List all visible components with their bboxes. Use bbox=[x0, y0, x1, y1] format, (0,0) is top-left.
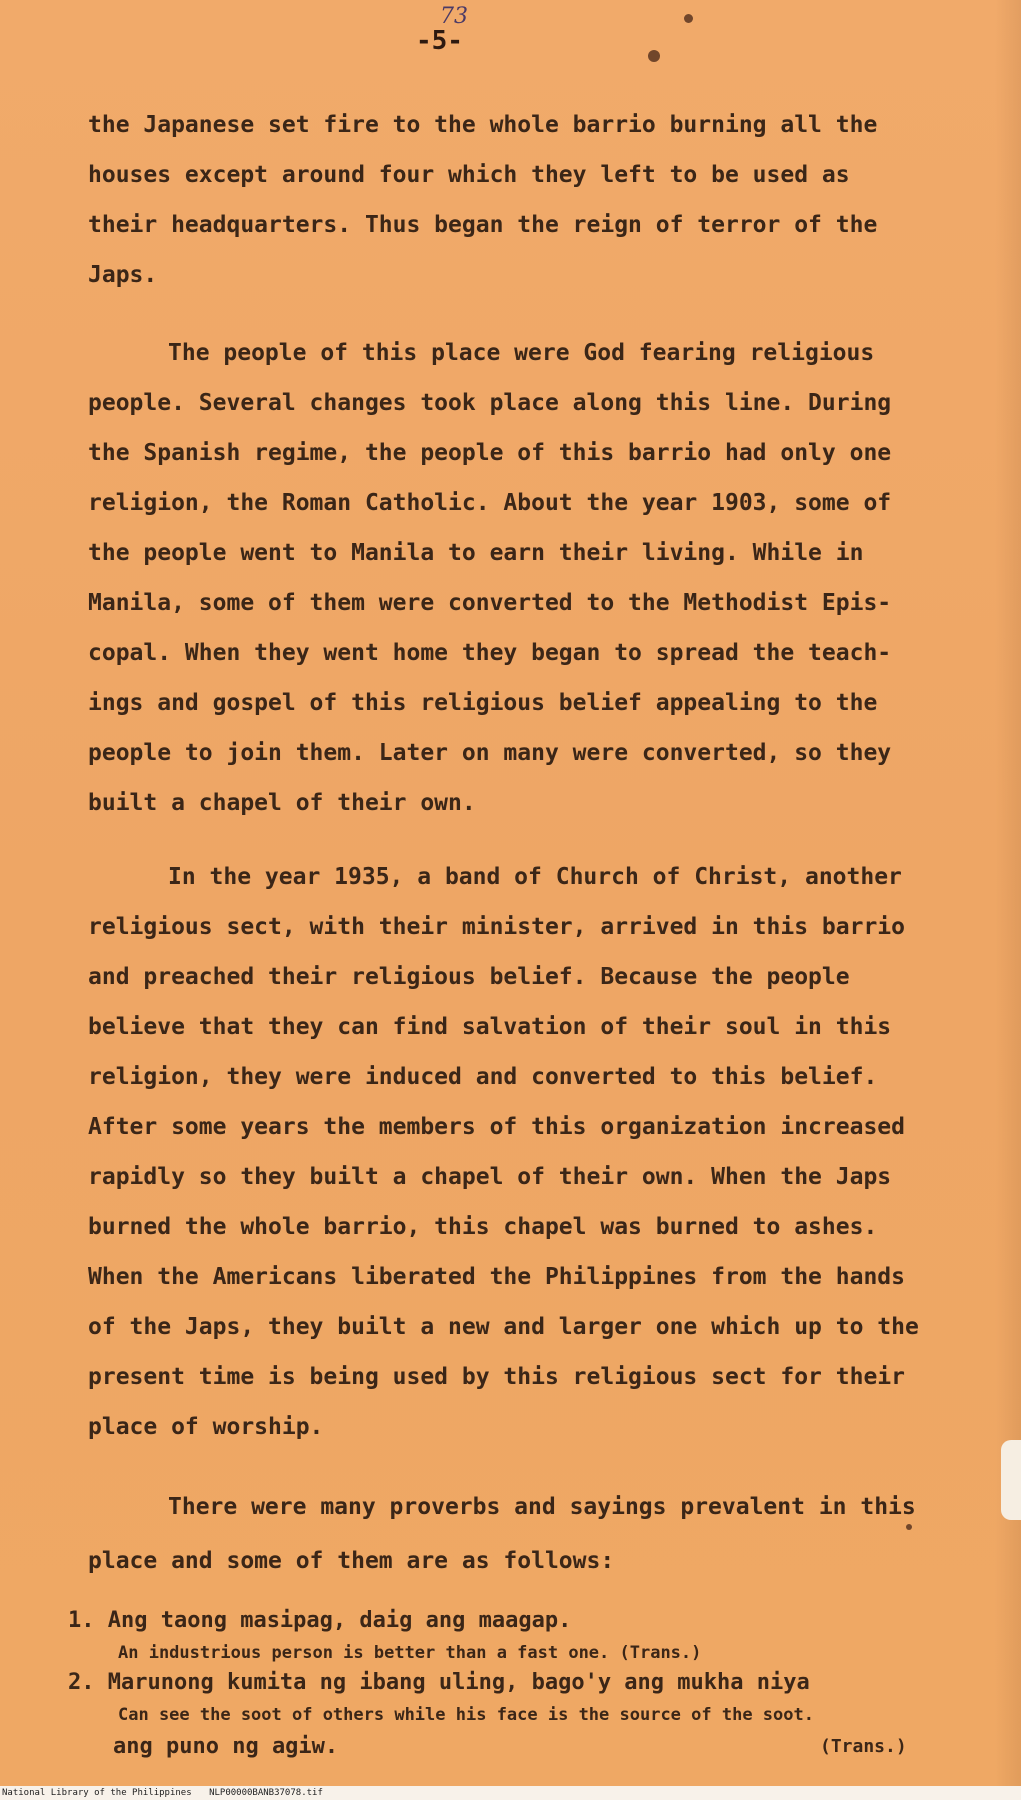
text-line: copal. When they went home they began to spread the teach- bbox=[88, 640, 892, 666]
proverb-number: 2. bbox=[68, 1670, 95, 1695]
footer-source: National Library of the Philippines bbox=[2, 1788, 192, 1798]
ink-spot bbox=[648, 50, 660, 62]
text-line: religion, the Roman Catholic. About the year 1903, some of bbox=[88, 490, 892, 516]
text-line: rapidly so they built a chapel of their own. When the Japs bbox=[88, 1164, 892, 1190]
text-line: religion, they were induced and converted to this belief. bbox=[88, 1064, 878, 1090]
scan-footer bbox=[0, 1786, 1021, 1800]
text-line: Japs. bbox=[88, 262, 158, 288]
proverb-continuation-text: ang puno ng agiw. bbox=[113, 1734, 339, 1759]
text-line: Manila, some of them were converted to the Methodist Epis- bbox=[88, 590, 892, 616]
ink-spot bbox=[684, 14, 693, 23]
translation-label: (Trans.) bbox=[820, 1736, 907, 1757]
proverb-text: Ang taong masipag, daig ang maagap. bbox=[107, 1608, 572, 1633]
paragraph-1 bbox=[88, 100, 988, 300]
text-line: In the year 1935, a band of Church of Christ, another bbox=[168, 864, 902, 890]
text-line: the people went to Manila to earn their living. While in bbox=[88, 540, 864, 566]
text-line: When the Americans liberated the Philippines from the hands bbox=[88, 1264, 905, 1290]
footer-filename: NLP00000BANB37078.tif bbox=[209, 1788, 323, 1798]
text-line: people to join them. Later on many were converted, so they bbox=[88, 740, 892, 766]
text-line: their headquarters. Thus began the reign of terror of the bbox=[88, 212, 878, 238]
text-line: present time is being used by this religious sect for their bbox=[88, 1364, 905, 1390]
proverb-2 bbox=[68, 1666, 978, 1764]
text-line: the Spanish regime, the people of this barrio had only one bbox=[88, 440, 892, 466]
paragraph-3 bbox=[88, 852, 988, 1452]
proverb-translation: Can see the soot of others while his face is the source of the soot. bbox=[118, 1705, 814, 1725]
text-line: After some years the members of this organization increased bbox=[88, 1114, 905, 1140]
text-line: of the Japs, they built a new and larger one which up to the bbox=[88, 1314, 919, 1340]
text-line: and preached their religious belief. Because the people bbox=[88, 964, 850, 990]
text-line: place and some of them are as follows: bbox=[88, 1548, 615, 1574]
text-line: ings and gospel of this religious belief appealing to the bbox=[88, 690, 878, 716]
page-number: -5- bbox=[416, 26, 463, 56]
proverb-text: Marunong kumita ng ibang uling, bago'y ang mukha niya bbox=[107, 1670, 810, 1695]
text-line: religious sect, with their minister, arrived in this barrio bbox=[88, 914, 905, 940]
paragraph-4 bbox=[88, 1480, 988, 1588]
text-line: believe that they can find salvation of their soul in this bbox=[88, 1014, 892, 1040]
proverb-translation: An industrious person is better than a fast one. (Trans.) bbox=[118, 1643, 702, 1663]
paper-edge-shadow bbox=[995, 0, 1021, 1800]
text-line: place of worship. bbox=[88, 1414, 324, 1440]
text-line: the Japanese set fire to the whole barrio burning all the bbox=[88, 112, 878, 138]
proverb-1 bbox=[68, 1604, 978, 1668]
text-line: burned the whole barrio, this chapel was burned to ashes. bbox=[88, 1214, 878, 1240]
proverb-continuation bbox=[68, 1730, 978, 1764]
proverb-number: 1. bbox=[68, 1608, 95, 1633]
text-line: built a chapel of their own. bbox=[88, 790, 476, 816]
text-line: There were many proverbs and sayings prevalent in this bbox=[168, 1494, 916, 1520]
text-line: people. Several changes took place along this line. During bbox=[88, 390, 892, 416]
paper-tear bbox=[1001, 1440, 1021, 1520]
paragraph-2 bbox=[88, 328, 988, 828]
text-line: houses except around four which they left to be used as bbox=[88, 162, 850, 188]
text-line: The people of this place were God fearing religious bbox=[168, 340, 875, 366]
handwritten-page-number: 73 bbox=[440, 4, 468, 29]
